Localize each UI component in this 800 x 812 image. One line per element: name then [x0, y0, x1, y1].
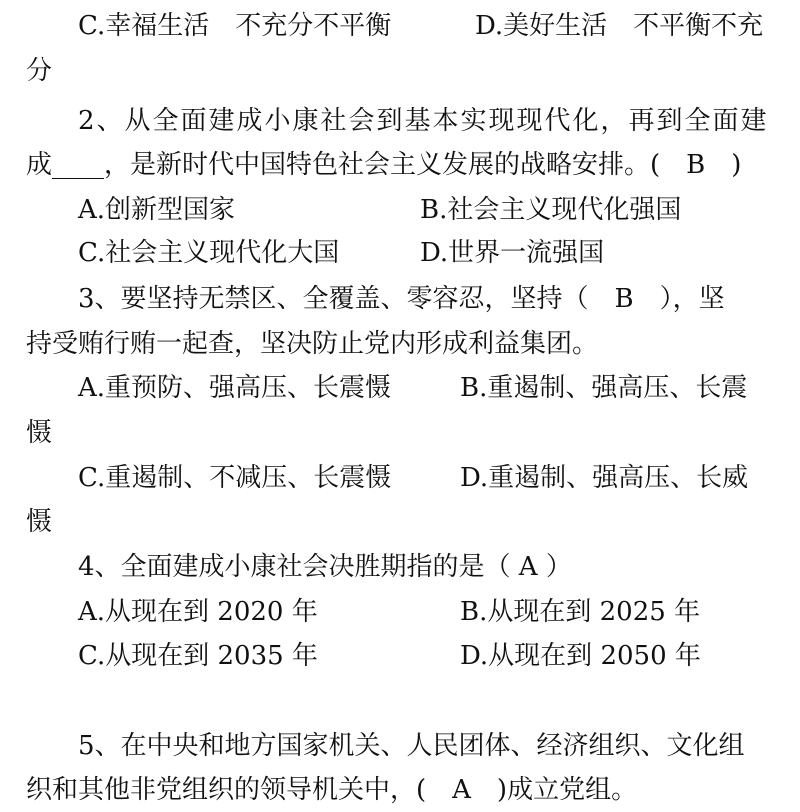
q2-options-cd — [0, 231, 800, 275]
q3-options-cd — [0, 456, 800, 500]
q3-option-d-wrap-line — [0, 500, 800, 544]
q2-option-d: D.世界一流强国 — [420, 238, 605, 268]
q3-stem-line-1 — [0, 277, 800, 321]
q3-options-ab — [0, 366, 800, 410]
q3-option-a: A.重预防、强高压、长震慑 — [78, 373, 392, 403]
q3-option-b-wrap-line — [0, 411, 800, 455]
q2-stem-2: 成____，是新时代中国特色社会主义发展的战略安排。( B ) — [26, 150, 742, 180]
q4-option-c: C.从现在到 2035 年 — [78, 641, 318, 671]
q3-option-b-wrap: 慑 — [26, 418, 53, 448]
q4-options-cd — [0, 634, 800, 678]
q1-options-cd — [0, 4, 800, 48]
q2-options-ab — [0, 188, 800, 232]
q3-option-d-wrap: 慑 — [26, 507, 53, 537]
q5-stem-1: 5、在中央和地方国家机关、人民团体、经济组织、文化组 — [78, 731, 745, 761]
q3-stem-1: 3、要坚持无禁区、全覆盖、零容忍，坚持（ B ），坚 — [78, 284, 725, 314]
q4-options-ab — [0, 590, 800, 634]
q1-option-c: C.幸福生活 不充分不平衡 — [78, 11, 392, 41]
q2-stem-line-2 — [0, 143, 800, 187]
q3-option-c: C.重遏制、不减压、长震慑 — [78, 463, 392, 493]
q5-stem-2: 织和其他非党组织的领导机关中，( A )成立党组。 — [26, 775, 638, 805]
q5-stem-line-1 — [0, 724, 800, 768]
q3-option-d: D.重遏制、强高压、长威 — [460, 463, 749, 493]
q3-stem-2: 持受贿行贿一起查，坚决防止党内形成利益集团。 — [26, 329, 599, 359]
q4-stem-line-1 — [0, 545, 800, 589]
q1-option-d-wrap-line — [0, 49, 800, 93]
q2-option-b: B.社会主义现代化强国 — [420, 195, 682, 225]
q2-stem-1: 2、从全面建成小康社会到基本实现现代化，再到全面建 — [78, 106, 769, 136]
q1-option-d-wrap: 分 — [26, 56, 53, 86]
q2-option-c: C.社会主义现代化大国 — [78, 238, 340, 268]
q4-stem-1: 4、全面建成小康社会决胜期指的是（ A ） — [78, 552, 572, 582]
q2-option-a: A.创新型国家 — [78, 195, 236, 225]
q2-stem-line-1 — [0, 99, 800, 143]
q3-option-b: B.重遏制、强高压、长震 — [460, 373, 748, 403]
q5-stem-line-2 — [0, 768, 800, 812]
q3-stem-line-2 — [0, 322, 800, 366]
q4-option-b: B.从现在到 2025 年 — [460, 597, 701, 627]
q1-option-d: D.美好生活 不平衡不充 — [475, 11, 764, 41]
q4-option-d: D.从现在到 2050 年 — [460, 641, 701, 671]
q4-option-a: A.从现在到 2020 年 — [78, 597, 318, 627]
